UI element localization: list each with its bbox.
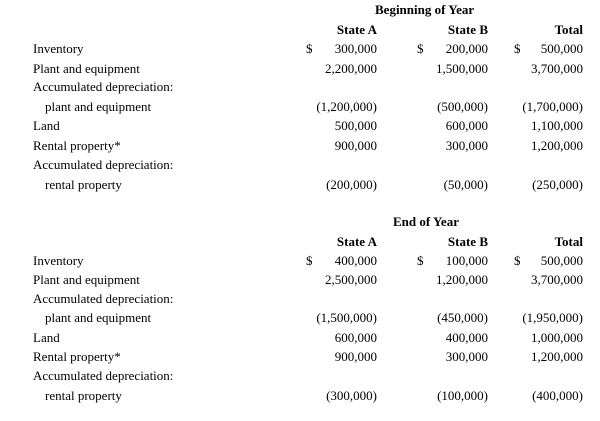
row-label: Rental property* [33,138,121,153]
row-label: Inventory [33,253,84,268]
cell-state-b: 300,000 [445,349,488,364]
header-total: Total [554,22,583,37]
cell-total: 3,700,000 [531,61,583,76]
section-title-end: End of Year [393,214,459,229]
row-label: Accumulated depreciation: [33,368,174,383]
dollar-sign: $ [306,41,313,56]
cell-state-b: 300,000 [445,138,488,153]
header-state-b: State B [447,22,488,37]
cell-state-b: (450,000) [437,310,488,325]
cell-state-a: 2,500,000 [325,272,377,287]
header-state-a: State A [336,22,377,37]
dollar-sign: $ [417,41,424,56]
cell-state-a: 400,000 [334,253,377,268]
dollar-sign: $ [417,253,424,268]
cell-state-b: 1,200,000 [436,272,488,287]
cell-state-b: (50,000) [443,177,488,192]
row-label: rental property [45,177,122,192]
cell-total: (250,000) [532,177,583,192]
row-label: Inventory [33,41,84,56]
cell-state-a: 500,000 [334,118,377,133]
row-label: plant and equipment [45,99,152,114]
dollar-sign: $ [306,253,313,268]
cell-state-b: 1,500,000 [436,61,488,76]
cell-state-b: (100,000) [437,388,488,403]
cell-total: (400,000) [532,388,583,403]
cell-total: 500,000 [540,41,583,56]
cell-total: 1,100,000 [531,118,583,133]
cell-state-a: 900,000 [334,138,377,153]
cell-state-a: 300,000 [334,41,377,56]
row-label: Land [33,118,60,133]
header-state-a: State A [336,234,377,249]
cell-state-b: 200,000 [445,41,488,56]
row-label: rental property [45,388,122,403]
cell-total: 3,700,000 [531,272,583,287]
row-label: Land [33,330,60,345]
row-label: Accumulated depreciation: [33,79,174,94]
row-label: Plant and equipment [33,61,140,76]
cell-total: (1,700,000) [522,99,583,114]
header-total: Total [554,234,583,249]
cell-state-a: (1,500,000) [316,310,377,325]
cell-total: 1,200,000 [531,349,583,364]
header-state-b: State B [447,234,488,249]
row-label: Rental property* [33,349,121,364]
cell-state-a: (300,000) [326,388,377,403]
section-title-beginning: Beginning of Year [375,2,475,17]
cell-state-b: 400,000 [445,330,488,345]
row-label: Plant and equipment [33,272,140,287]
dollar-sign: $ [514,41,521,56]
cell-total: 1,200,000 [531,138,583,153]
cell-state-a: 900,000 [334,349,377,364]
cell-state-a: (1,200,000) [316,99,377,114]
cell-state-b: 600,000 [445,118,488,133]
dollar-sign: $ [514,253,521,268]
cell-state-b: (500,000) [437,99,488,114]
cell-total: (1,950,000) [522,310,583,325]
cell-total: 1,000,000 [531,330,583,345]
row-label: Accumulated depreciation: [33,291,174,306]
row-label: plant and equipment [45,310,152,325]
row-label: Accumulated depreciation: [33,157,174,172]
cell-state-a: (200,000) [326,177,377,192]
cell-total: 500,000 [540,253,583,268]
cell-state-a: 600,000 [334,330,377,345]
cell-state-b: 100,000 [445,253,488,268]
cell-state-a: 2,200,000 [325,61,377,76]
